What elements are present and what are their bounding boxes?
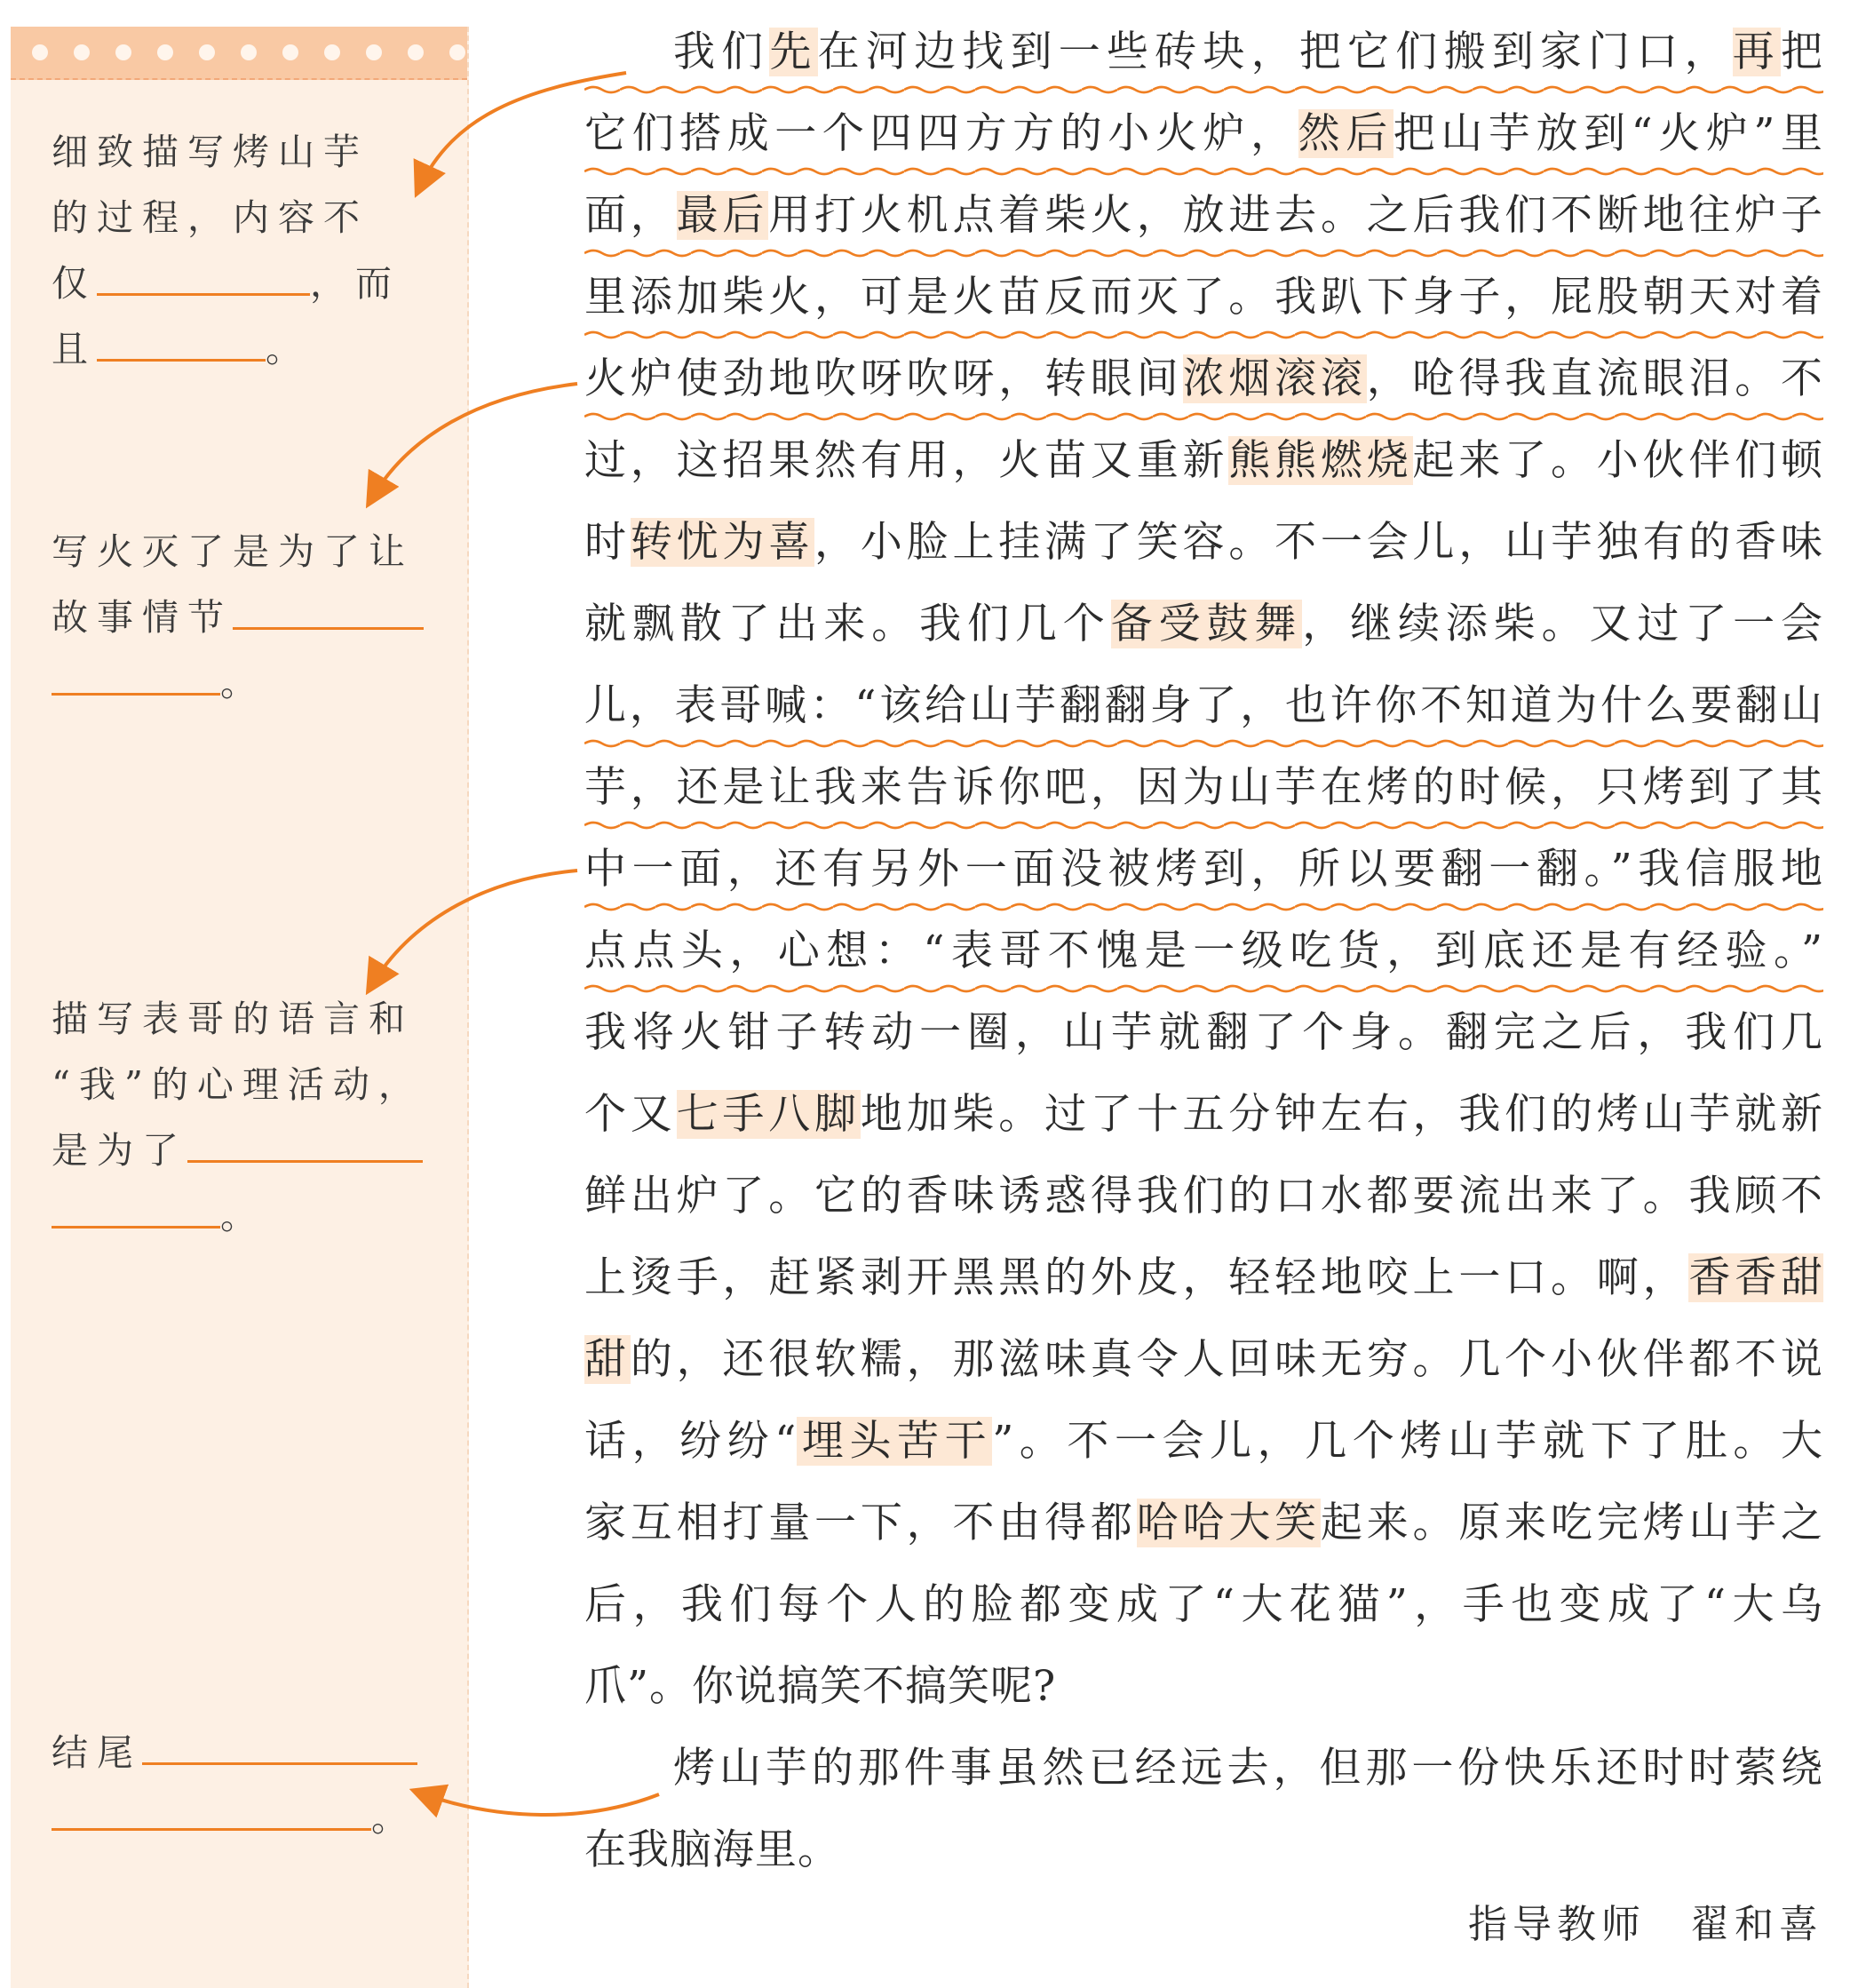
essay-line xyxy=(584,18,1823,99)
text-run: 爪”。你说搞笑不搞笑呢? xyxy=(584,1662,1057,1711)
note-line: “我”的心理活动， xyxy=(52,1063,424,1106)
essay-line xyxy=(584,753,1823,835)
text-run: 话，纷纷“ xyxy=(584,1417,798,1466)
note-text: 结尾 xyxy=(52,1731,142,1774)
text-run: 把 xyxy=(1781,28,1824,76)
text-run: 在河边找到一些砖块，把它们搬到家门口， xyxy=(817,28,1733,76)
essay-line xyxy=(584,345,1823,426)
highlight-word: 七手八脚 xyxy=(676,1090,861,1139)
text-run: 鲜出炉了。它的香味诱惑得我们的口水都要流出来了。我顾不 xyxy=(584,1172,1823,1221)
text-run: ，小脸上挂满了笑容。不一会儿，山芋独有的香味 xyxy=(814,518,1824,567)
essay-line xyxy=(584,1489,1823,1571)
text-run: 它们搭成一个四四方方的小火炉， xyxy=(584,109,1298,158)
arrow-icon xyxy=(371,384,577,499)
highlight-word: 然后 xyxy=(1298,109,1393,158)
essay-line xyxy=(584,263,1823,345)
highlight-word: 熊熊燃烧 xyxy=(1228,436,1413,485)
teacher-credit: 指导教师 翟和喜 xyxy=(1468,1902,1823,1947)
text-run: 的，还很软糯，那滋味真令人回味无穷。几个小伙伴都不说 xyxy=(630,1335,1824,1384)
note-line: 的过程，内容不 xyxy=(52,196,369,239)
highlight-word: 最后 xyxy=(676,191,769,240)
text-run: 就飘散了出来。我们几个 xyxy=(584,600,1111,648)
note-text: 且 xyxy=(52,328,97,370)
essay-line xyxy=(584,426,1823,508)
highlight-word: 转忧为喜 xyxy=(630,518,815,567)
text-run: 地加柴。过了十五分钟左右，我们的烤山芋就新 xyxy=(860,1090,1824,1139)
text-run: 后，我们每个人的脸都变成了“大花猫”，手也变成了“大乌 xyxy=(584,1580,1823,1629)
essay-line xyxy=(584,508,1823,590)
essay-line xyxy=(584,1734,1823,1816)
note-line: 描写表哥的语言和 xyxy=(52,998,414,1040)
text-run: 上烫手，赶紧剥开黑黑的外皮，轻轻地咬上一口。啊， xyxy=(584,1253,1689,1302)
text-run: ，继续添柴。又过了一会 xyxy=(1302,600,1824,648)
text-run: 时 xyxy=(584,518,631,567)
text-run: 个又 xyxy=(584,1090,677,1139)
text-run: 烤山芋的那件事虽然已经远去，但那一份快乐还时时萦绕 xyxy=(673,1744,1823,1793)
text-run: 中一面，还有另外一面没被烤到，所以要翻一翻。”我信服地 xyxy=(584,845,1823,894)
text-run: 我们 xyxy=(673,28,770,76)
note-text: 故事情节 xyxy=(52,596,233,639)
note-text: 是为了 xyxy=(52,1129,187,1172)
text-run: 芋，还是让我来告诉你吧，因为山芋在烤的时候，只烤到了其 xyxy=(584,763,1823,812)
text-run: 面， xyxy=(584,191,677,240)
essay-line xyxy=(584,1652,1823,1734)
highlight-word: 浓烟滚滚 xyxy=(1182,354,1367,403)
text-run: 家互相打量一下，不由得都 xyxy=(584,1499,1137,1547)
arrow-icon xyxy=(371,871,577,986)
text-run: 点点头，心想：“表哥不愧是一级吃货，到底还是有经验。” xyxy=(584,926,1823,975)
note-text: 。 xyxy=(371,1797,408,1840)
essay-line xyxy=(584,1325,1823,1407)
highlight-word: 再 xyxy=(1732,28,1782,76)
essay-line xyxy=(584,1816,1823,1897)
text-run: 里添加柴火，可是火苗反而灭了。我趴下身子，屁股朝天对着 xyxy=(584,273,1823,322)
text-run: 过，这招果然有用，火苗又重新 xyxy=(584,436,1229,485)
text-run: 儿，表哥喊：“该给山芋翻翻身了，也许你不知道为什么要翻山 xyxy=(584,681,1823,730)
note-text: 。 xyxy=(220,662,257,704)
text-run: 起来了。小伙伴们顿 xyxy=(1412,436,1824,485)
highlight-word: 香香甜 xyxy=(1688,1253,1824,1302)
essay-line xyxy=(584,1162,1823,1244)
essay-line xyxy=(584,1571,1823,1652)
essay-line xyxy=(584,1407,1823,1489)
essay-line xyxy=(584,590,1823,672)
note-text: ，而 xyxy=(310,262,401,305)
text-run: 起来。原来吃完烤山芋之 xyxy=(1320,1499,1824,1547)
highlight-word: 备受鼓舞 xyxy=(1110,600,1303,648)
essay-line xyxy=(584,917,1823,998)
text-run: 用打火机点着柴火，放进去。之后我们不断地往炉子 xyxy=(768,191,1824,240)
highlight-word: 哈哈大笑 xyxy=(1136,1499,1321,1547)
essay-line xyxy=(584,672,1823,753)
essay-line xyxy=(584,1080,1823,1162)
text-run: 把山芋放到“火炉”里 xyxy=(1393,109,1824,158)
note-line: 细致描写烤山芋 xyxy=(52,131,369,173)
note-text: 。 xyxy=(220,1195,257,1237)
text-run: 我将火钳子转动一圈，山芋就翻了个身。翻完之后，我们几 xyxy=(584,1008,1823,1057)
highlight-word: 甜 xyxy=(584,1335,631,1384)
text-run: ”。不一会儿，几个烤山芋就下了肚。大 xyxy=(992,1417,1823,1466)
text-run: ，呛得我直流眼泪。不 xyxy=(1366,354,1824,403)
highlight-word: 埋头苦干 xyxy=(797,1417,993,1466)
text-run: 火炉使劲地吹呀吹呀，转眼间 xyxy=(584,354,1183,403)
essay-line xyxy=(584,1244,1823,1325)
essay-line xyxy=(584,99,1823,181)
essay-line xyxy=(584,181,1823,263)
essay-line xyxy=(584,998,1823,1080)
note-text: 。 xyxy=(266,328,302,370)
highlight-word: 先 xyxy=(769,28,818,76)
text-run: 在我脑海里。 xyxy=(584,1825,840,1874)
essay-line xyxy=(584,835,1823,917)
note-line: 写火灭了是为了让 xyxy=(52,530,414,573)
note-text: 仅 xyxy=(52,262,97,305)
